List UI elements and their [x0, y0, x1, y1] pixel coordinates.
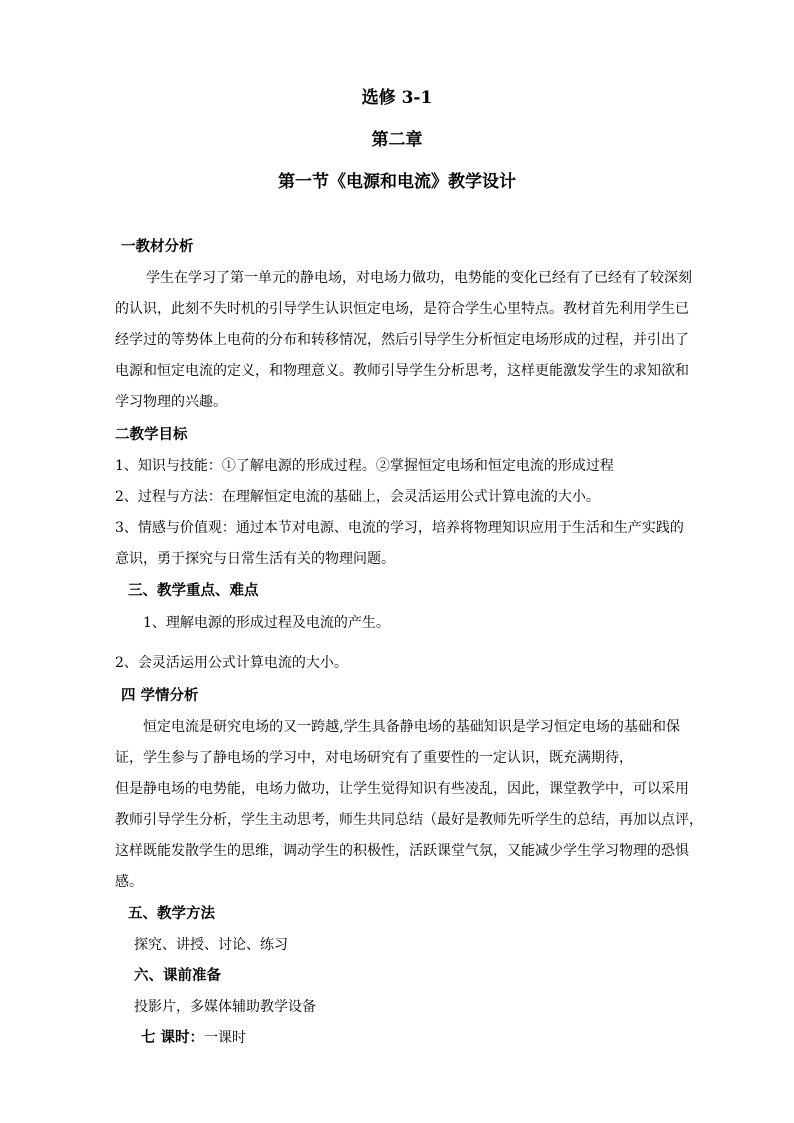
paragraph-line: 经学过的等势体上电荷的分布和转移情况，然后引导学生分析恒定电场形成的过程，并引出了	[115, 332, 689, 348]
section-heading-key-points: 三、教学重点、难点	[128, 582, 259, 599]
section-heading-preparation: 六、课前准备	[134, 967, 221, 984]
course-title: 选修 3-1	[361, 88, 433, 108]
paragraph-line: 学习物理的兴趣。	[115, 394, 227, 410]
paragraph-line: 电源和恒定电流的定义，和物理意义。教师引导学生分析思考，这样更能激发学生的求知欲和	[115, 363, 689, 379]
paragraph-line: 学生在学习了第一单元的静电场，对电场力做功，电势能的变化已经有了已经有了较深刻	[146, 270, 692, 286]
list-item: 意识，勇于探究与日常生活有关的物理问题。	[115, 551, 395, 567]
paragraph-line: 的认识，此刻不失时机的引导学生认识恒定电场，是符合学生心里特点。教材首先利用学生已	[115, 301, 689, 317]
list-item: 1、知识与技能：①了解电源的形成过程。②掌握恒定电场和恒定电流的形成过程	[115, 458, 614, 474]
section-body: 投影片，多媒体辅助教学设备	[134, 999, 316, 1015]
section-heading-methods: 五、教学方法	[128, 905, 215, 922]
section-heading-materials: 一教材分析	[121, 238, 194, 255]
section-heading-objectives: 二教学目标	[115, 426, 188, 443]
list-item: 2、过程与方法：在理解恒定电流的基础上，会灵活运用公式计算电流的大小。	[115, 489, 600, 505]
paragraph-line: 证，学生参与了静电场的学习中，对电场研究有了重要性的一定认识，既充满期待，	[115, 750, 633, 766]
list-item: 3、情感与价值观：通过本节对电源、电流的学习，培养将物理知识应用于生活和生产实践的	[115, 520, 684, 536]
list-item: 2、会灵活运用公式计算电流的大小。	[115, 655, 348, 671]
class-hours-value: 一课时	[204, 1030, 247, 1046]
class-hours-label: 七 课时：	[141, 1029, 205, 1046]
paragraph-line: 教师引导学生分析，学生主动思考，师生共同总结（最好是教师先听学生的总结，再加以点评，	[115, 812, 703, 828]
section-body: 探究、讲授、讨论、练习	[134, 937, 288, 953]
paragraph-line: 恒定电流是研究电场的又一跨越,学生具备静电场的基础知识是学习恒定电场的基础和保	[143, 719, 680, 735]
lesson-title: 第一节《电源和电流》教学设计	[278, 172, 516, 192]
paragraph-line: 这样既能发散学生的思维，调动学生的积极性，活跃课堂气氛，又能减少学生学习物理的恐惧	[115, 843, 689, 859]
chapter-title: 第二章	[371, 130, 423, 150]
class-hours-row	[141, 1029, 246, 1047]
paragraph-line: 感。	[115, 874, 143, 890]
list-item: 1、理解电源的形成过程及电流的产生。	[143, 615, 390, 631]
section-heading-student-analysis: 四 学情分析	[121, 687, 199, 704]
paragraph-line: 但是静电场的电势能，电场力做功，让学生觉得知识有些凌乱，因此，课堂教学中，可以采用	[115, 781, 689, 797]
